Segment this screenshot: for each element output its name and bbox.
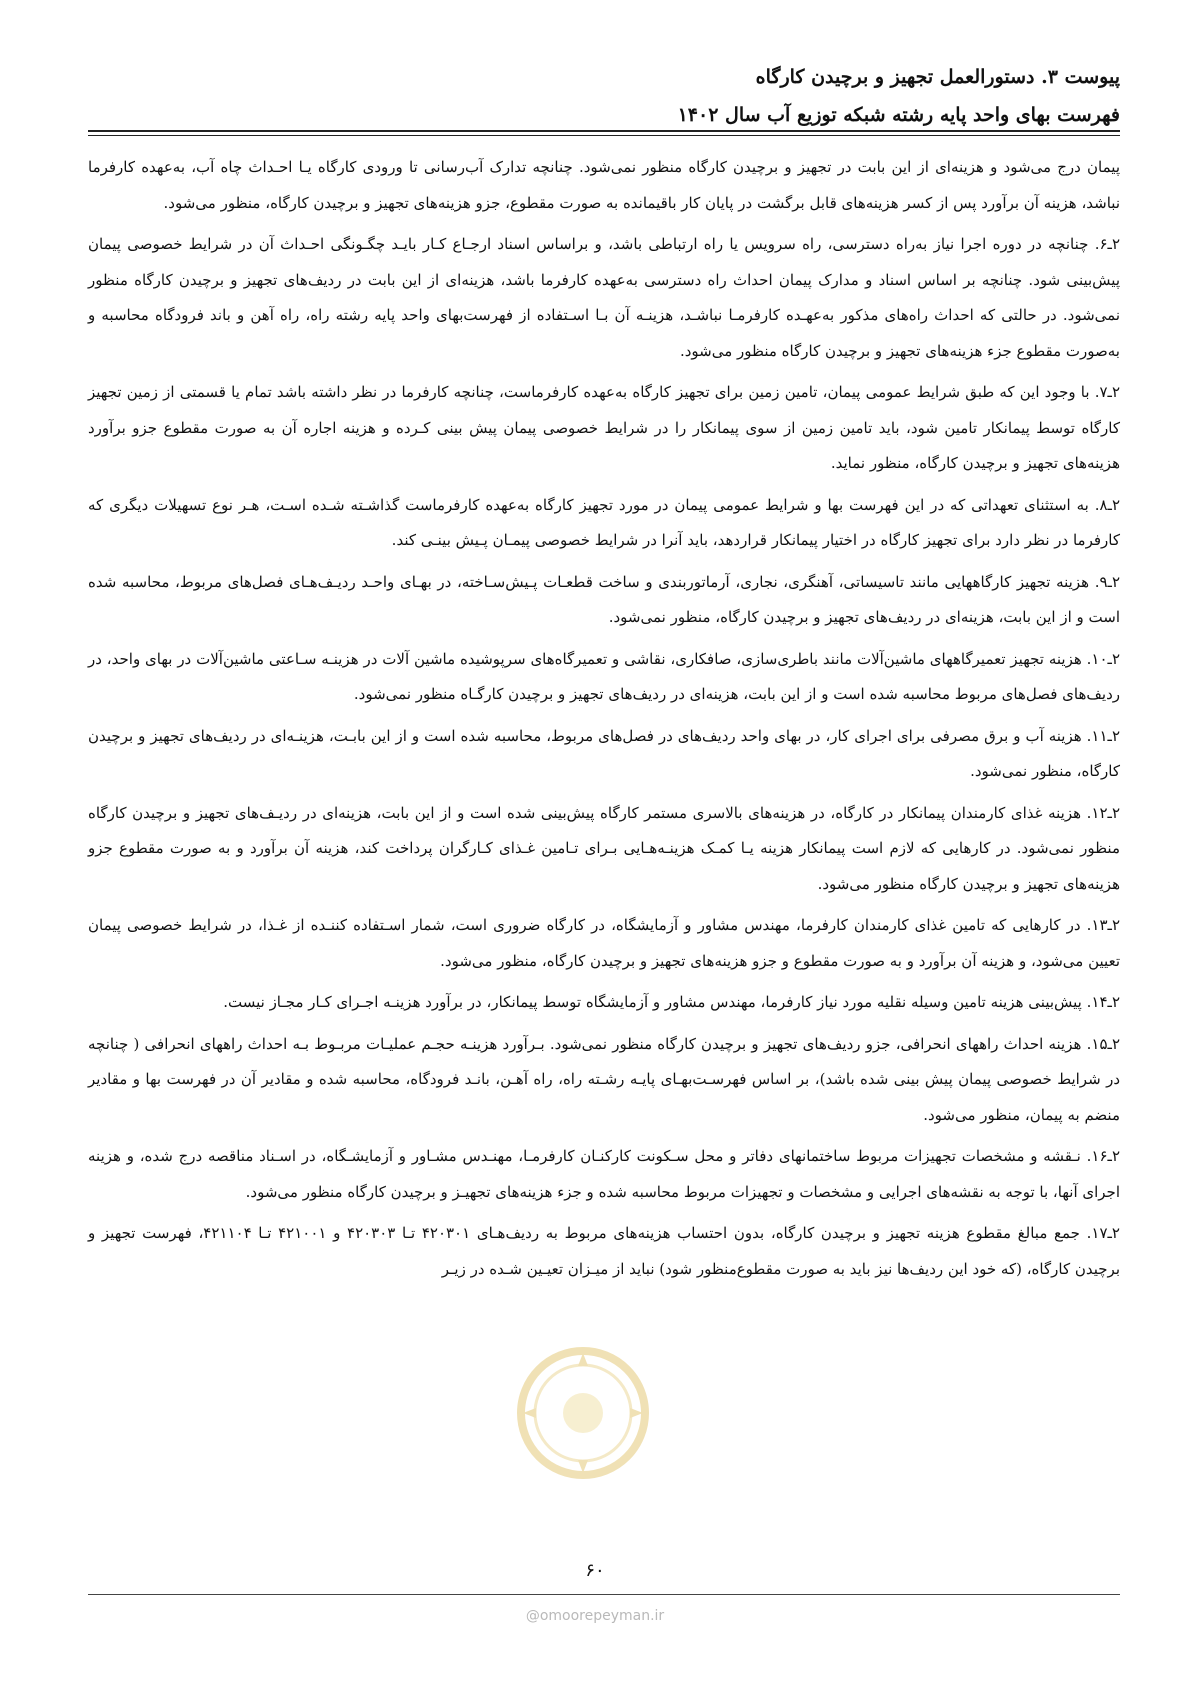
footer-rule [88, 1594, 1120, 1595]
paragraph-continuation: پیمان درج می‌شود و هزینه‌ای از این بابت در تجهیز و برچیدن کارگاه منظور نمی‌شود. چنانچه تدارک آب‌رسانی تا ورودی کارگاه یـا احـداث چاه آب، به‌عهده کارفرما نباشد، هزینه آن برآورد پس از کسر هزینه‌های قابل برگشت در پایان کار باقیمانده به صورت مقطوع، جزو هزینه‌های تجهیز و برچیدن کارگاه، منظور می‌شود. [88, 158, 1120, 212]
paragraph-2-6: ۲ـ۶. چنانچه در دوره اجرا نیاز به‌راه دسترسی، راه سرویس یا راه ارتباطی باشد، و براساس اسناد ارجـاع کـار بایـد چگـونگی احـداث آن در شرایط خصوصی پیمان پیش‌بینی شود. چنانچه بر اساس اسناد و مدارک پیمان احداث راه دسترسی به‌عهده کارفرما باشد، هزینه‌ای از این بابت در ردیف‌های تجهیز و برچیدن کارگاه منظور نمی‌شود. در حالتی که احداث راه‌های مذکور به‌عهـده کارفرمـا نباشـد، هزینـه آن بـا اسـتفاده از فهرست‌بهای واحد پایه رشته راه، راه آهن و باند فرودگاه محاسبه و به‌صورت مقطوع جزء هزینه‌های تجهیز و برچیدن کارگاه منظور می‌شود. [88, 235, 1120, 360]
paragraph-2-14: ۲ـ۱۴. پیش‌بینی هزینه تامین وسیله نقلیه مورد نیاز کارفرما، مهندس مشاور و آزمایشگاه توسط پیمانکار، در برآورد هزینـه اجـرای کـار مجـاز نیست. [223, 993, 1120, 1011]
paragraph-2-16: ۲ـ۱۶. نـقشه و مشخصات تجهیزات مربوط ساختمانهای دفاتر و محل سـکونت کارکنـان کارفرمـا، مهنـدس مشـاور و آزمایشـگاه، در اسـناد مناقصه درج شده، و هزینه اجرای آنها، با توجه به نقشه‌های اجرایی و مشخصات و تجهیزات مربوط محاسبه شده و جزء هزینه‌های تجهیـز و برچیدن کارگاه منظور می‌شود. [88, 1147, 1120, 1201]
paragraph-2-15: ۲ـ۱۵. هزینه احداث راههای انحرافی، جزو ردیف‌های تجهیز و برچیدن کارگاه منظور نمی‌شود. بـرآورد هزینـه حجـم عملیـات مربـوط بـه احداث راههای انحرافی ( چنانچه در شرایط خصوصی پیمان پیش بینی شده باشد)، بر اساس فهرسـت‌بهـای پایـه رشـته راه، راه آهـن، بانـد فرودگاه، محاسبه شده و مقادیر آن در فهرست بها و مقادیر منضم به پیمان، منظور می‌شود. [88, 1034, 1120, 1124]
header-rule [88, 130, 1120, 136]
paragraph-2-9: ۲ـ۹. هزینه تجهیز کارگاههایی مانند تاسیساتی، آهنگری، نجاری، آرماتوربندی و ساخت قطعـات پـیش‌سـاخته، در بهـای واحـد ردیـف‌هـای فصل‌های مربوط، محاسبه شده است و از این بابت، هزینه‌ای در ردیف‌های تجهیز و برچیدن کارگاه، منظور نمی‌شود. [88, 572, 1120, 626]
paragraph-2-13: ۲ـ۱۳. در کارهایی که تامین غذای کارمندان کارفرما، مهندس مشاور و آزمایشگاه، در کارگاه ضروری است، شمار اسـتفاده کننـده از غـذا، در شرایط خصوصی پیمان تعیین می‌شود، و هزینه آن برآورد و به صورت مقطوع و جزو هزینه‌های تجهیز و برچیدن کارگاه، منظور می‌شود. [88, 916, 1120, 970]
body-text [88, 150, 1120, 1293]
paragraph-2-10: ۲ـ۱۰. هزینه تجهیز تعمیرگاههای ماشین‌آلات مانند باطری‌سازی، صافکاری، نقاشی و تعمیرگاه‌های سرپوشیده ماشین آلات در هزینـه سـاعتی ماشین‌آلات در بهای واحد، در ردیف‌های فصل‌های مربوط محاسبه شده است و از این بابت، هزینه‌ای در ردیف‌های تجهیز و برچیدن کارگـاه منظور نمی‌شود. [88, 649, 1120, 703]
paragraph-2-17: ۲ـ۱۷. جمع مبالغ مقطوع هزینه تجهیز و برچیدن کارگاه، بدون احتساب هزینه‌های مربوط به ردیف‌هـای ۴۲۰۳۰۱ تـا ۴۲۰۳۰۳ و ۴۲۱۰۰۱ تـا ۴۲۱۱۰۴، فهرست تجهیز و برچیدن کارگاه، (که خود این ردیف‌ها نیز باید به صورت مقطوع‌منظور شود) نباید از میـزان تعیـین شـده در زیـر [88, 1224, 1120, 1278]
paragraph-2-11: ۲ـ۱۱. هزینه آب و برق مصرفی برای اجرای کار، در بهای واحد ردیف‌های در فصل‌های مربوط، محاسبه شده است و از این بابـت، هزینـه‌ای در ردیف‌های تجهیز و برچیدن کارگاه، منظور نمی‌شود. [88, 726, 1120, 780]
watermark-seal-icon [508, 1338, 658, 1488]
paragraph-2-7: ۲ـ۷. با وجود این که طبق شرایط عمومی پیمان، تامین زمین برای تجهیز کارگاه به‌عهده کارفرماست، چنانچه کارفرما در نظر داشته باشد تمام یا قسمتی از زمین تجهیز کارگاه توسط پیمانکار تامین شود، باید تامین زمین از سوی پیمانکار را در شرایط خصوصی پیمان پیش بینی کـرده و هزینه اجاره آن به صورت مقطوع جزو برآورد هزینه‌های تجهیز و برچیدن کارگاه، منظور نماید. [88, 383, 1120, 472]
page-number: ۶۰ [585, 1560, 605, 1581]
watermark-text: @omoorepeyman.ir [525, 1608, 665, 1624]
page-header [88, 58, 1120, 134]
header-subtitle: فهرست بهای واحد پایه رشته شبکه توزیع آب سال ۱۴۰۲ [677, 104, 1120, 126]
paragraph-2-12: ۲ـ۱۲. هزینه غذای کارمندان پیمانکار در کارگاه، در هزینه‌های بالاسری مستمر کارگاه پیش‌بینی شده است و از این بابت، هزینه‌ای در ردیـف‌های تجهیز و برچیدن کارگاه منظور نمی‌شود. در کارهایی که لازم است پیمانکار هزینه یـا کمـک هزینـه‌هـایی بـرای تـامین غـذای کـارگران پرداخت کند، هزینه آن برآورد و به صورت مقطوع جزو هزینه‌های تجهیز و برچیدن کارگاه منظور می‌شود. [88, 803, 1120, 893]
header-title: پیوست ۳. دستورالعمل تجهیز و برچیدن کارگاه [755, 66, 1120, 88]
paragraph-2-8: ۲ـ۸. به استثنای تعهداتی که در این فهرست بها و شرایط عمومی پیمان در مورد تجهیز کارگاه به‌عهده کارفرماست گذاشـته شـده اسـت، هـر نوع تسهیلات دیگری که کارفرما در نظر دارد برای تجهیز کارگاه در اختیار پیمانکار قراردهد، باید آنرا در شرایط خصوصی پیمـان پـیش بینـی کند. [88, 495, 1120, 549]
